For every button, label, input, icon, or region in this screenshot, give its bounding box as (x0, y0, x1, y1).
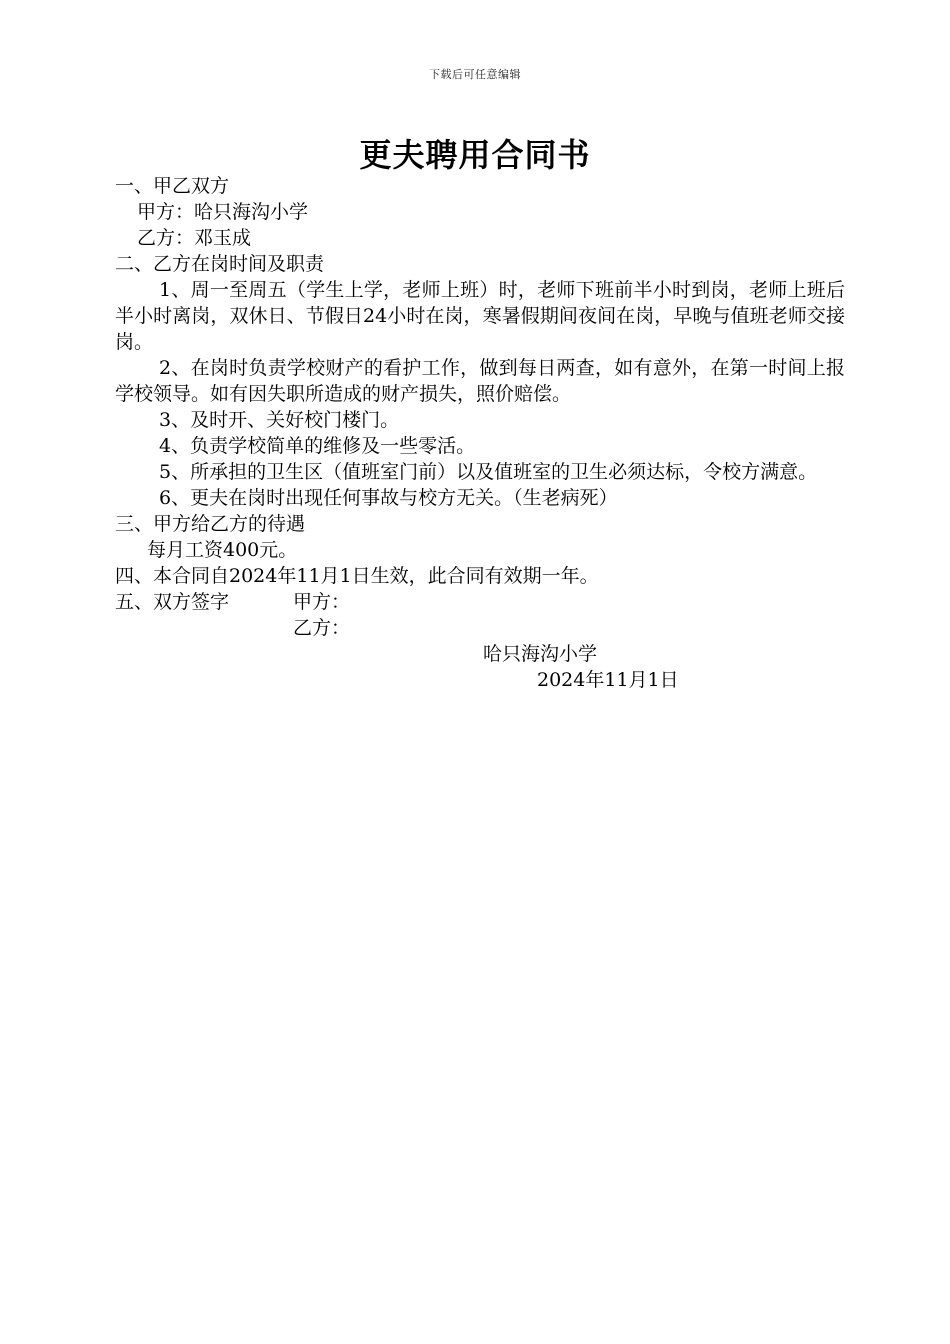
signature-row-a (115, 589, 845, 615)
section-2-heading: 二、乙方在岗时间及职责 (115, 253, 325, 275)
duty-item-2: 2、在岗时负责学校财产的看护工作，做到每日两查，如有意外，在第一时间上报学校领导。如有因失职所造成的财产损失，照价赔偿。 (115, 357, 845, 405)
signature-date: 2024年11月1日 (537, 669, 679, 691)
duty-item-5: 5、所承担的卫生区（值班室门前）以及值班室的卫生必须达标，令校方满意。 (159, 461, 818, 483)
duty-item-6: 6、更夫在岗时出现任何事故与校方无关。（生老病死） (159, 487, 618, 509)
duty-item-4: 4、负责学校简单的维修及一些零活。 (159, 435, 476, 457)
party-b-line: 乙方：邓玉成 (137, 227, 252, 249)
section-3-heading: 三、甲方给乙方的待遇 (115, 513, 306, 535)
duty-item-1: 1、周一至周五（学生上学，老师上班）时，老师下班前半小时到岗，老师上班后半小时离岗，双休日、节假日24小时在岗，寒暑假期间夜间在岗，早晚与值班老师交接岗。 (115, 279, 845, 353)
section-1-heading: 一、甲乙双方 (115, 175, 230, 197)
document-body (115, 173, 845, 693)
duty-item-3: 3、及时开、关好校门楼门。 (159, 409, 400, 431)
party-a-line: 甲方：哈只海沟小学 (137, 201, 309, 223)
header-note: 下载后可任意编辑 (429, 68, 521, 81)
school-signature: 哈只海沟小学 (483, 643, 598, 665)
document-title: 更夫聘用合同书 (359, 136, 591, 174)
section-5-heading: 五、双方签字 (115, 591, 230, 613)
party-b-signature-label: 乙方： (293, 617, 351, 639)
salary-line: 每月工资400元。 (147, 539, 298, 561)
party-a-signature-label: 甲方： (293, 591, 351, 613)
section-4-heading: 四、本合同自2024年11月1日生效，此合同有效期一年。 (115, 565, 599, 587)
